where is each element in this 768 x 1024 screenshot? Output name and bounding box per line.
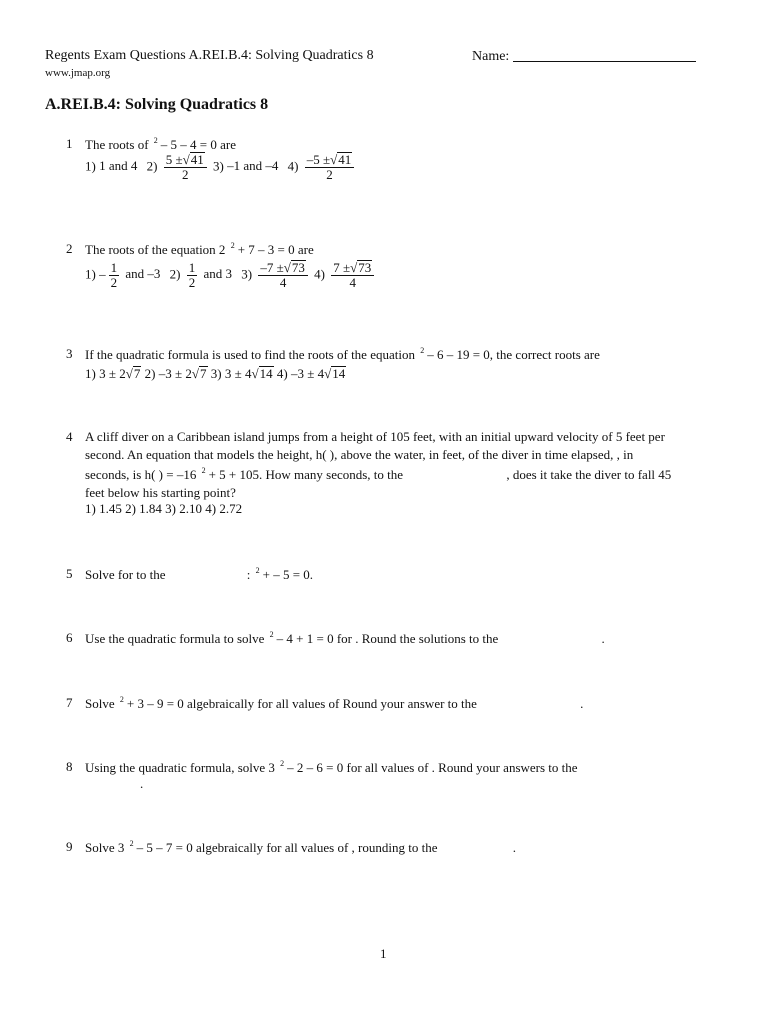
question-stem: If the quadratic formula is used to find the roots of the equation $^2$ – 6 – 19 = 0, the correct roots are (85, 346, 600, 362)
answer-choices: 1) 1 and 4 2) $\frac{5 \pm√41}{2}$ 3) –1 and –4 4) $\frac{-5 \pm√41}{2}$ (85, 152, 357, 183)
question-stem: Solve for to the : $^2$ + – 5 = 0. (85, 566, 314, 582)
name-blank-line (513, 48, 696, 62)
fraction: $\frac{7 \pm√73}{4}$ (331, 260, 374, 291)
question-stem: The roots of $^2$ – 5 – 4 = 0 are (85, 136, 236, 152)
question-stem: Use the quadratic formula to solve $^2$ – 4 + 1 = 0 for . Round the solutions to the . (85, 630, 605, 646)
fraction: $\frac{1}{2}$ (188, 259, 196, 290)
question-number: 2 (66, 241, 73, 256)
question-number: 8 (66, 759, 73, 774)
fraction: $\frac{-5 \pm√41}{2}$ (305, 152, 355, 183)
question-stem: Using the quadratic formula, solve 3 $^2$ – 2 – 6 = 0 for all values of . Round your answers to the (85, 759, 578, 775)
question-stem: The roots of the equation 2 $^2$ + 7 – 3 = 0 are (85, 241, 314, 257)
question-number: 3 (66, 346, 73, 361)
question-number: 7 (66, 695, 73, 710)
question-number: 1 (66, 136, 73, 151)
header-title: Regents Exam Questions A.REI.B.4: Solving Quadratics 8 (45, 48, 374, 63)
question-line: A cliff diver on a Caribbean island jumps from a height of 105 feet, with an initial upward velocity of 5 feet per (85, 429, 665, 444)
section-title: A.REI.B.4: Solving Quadratics 8 (45, 96, 269, 113)
fraction: $\frac{1}{2}$ (110, 259, 118, 290)
question-line: second. An equation that models the height, h( ), above the water, in feet, of the diver in time elapsed, , in (85, 447, 634, 462)
name-field (472, 48, 696, 65)
answer-choices: 1) – $\frac{1}{2}$ and –3 2) $\frac{1}{2}$ and 3 3) $\frac{-7 \pm√73}{4}$ 4) $\frac{7 \pm√73}{4}$ (85, 260, 377, 291)
question-line: feet below his starting point? (85, 485, 236, 500)
answer-choices: 1) 3 ± 2√7 2) –3 ± 2√7 3) 3 ± 4√14 4) –3 ± 4√14 (85, 366, 346, 381)
question-number: 6 (66, 630, 73, 645)
answer-choices: 1) 1.45 2) 1.84 3) 2.10 4) 2.72 (85, 501, 243, 516)
question-stem: Solve $^2$ + 3 – 9 = 0 algebraically for all values of Round your answer to the . (85, 695, 584, 711)
fraction: $\frac{-7 \pm√73}{4}$ (258, 260, 308, 291)
question-number: 4 (66, 429, 73, 444)
question-line: seconds, is h( ) = –16 $^2$ + 5 + 105. How many seconds, to the , does it take the diver to fall 45 (85, 466, 672, 482)
question-stem: Solve 3 $^2$ – 5 – 7 = 0 algebraically for all values of , rounding to the . (85, 839, 516, 855)
page-number: 1 (380, 946, 387, 961)
question-number: 5 (66, 566, 73, 581)
question-line: . (140, 776, 144, 791)
fraction: $\frac{5 \pm√41}{2}$ (164, 152, 207, 183)
name-label: Name: (472, 49, 510, 64)
question-number: 9 (66, 839, 73, 854)
website-url: www.jmap.org (45, 67, 111, 79)
